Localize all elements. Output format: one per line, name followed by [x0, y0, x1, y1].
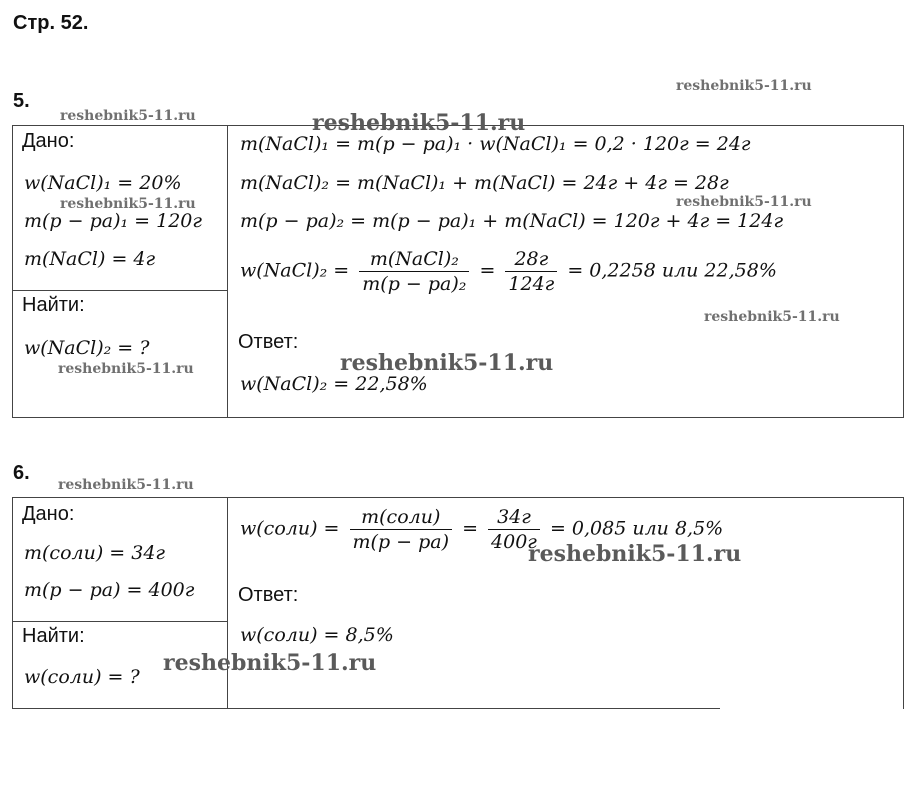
watermark: reshebnik5-11.ru: [163, 650, 377, 676]
task5-fraction-result: = 0,2258 или 22,58%: [567, 259, 777, 282]
task6-column-divider: [227, 497, 228, 709]
task6-answer-label: Ответ:: [238, 584, 299, 606]
task5-fraction-equals: =: [479, 259, 496, 282]
task5-fraction-2-denominator: 124г: [508, 273, 555, 295]
watermark: reshebnik5-11.ru: [676, 194, 812, 210]
task5-find: w(NaCl)₂ = ?: [24, 337, 150, 359]
watermark: reshebnik5-11.ru: [58, 361, 194, 377]
watermark: reshebnik5-11.ru: [312, 110, 526, 136]
task5-fraction-1-numerator: m(NaCl)₂: [359, 248, 469, 272]
watermark: reshebnik5-11.ru: [676, 78, 812, 94]
task5-given-1: w(NaCl)₁ = 20%: [24, 172, 182, 194]
task5-column-divider: [227, 125, 228, 418]
task5-solution-3: m(p − pa)₂ = m(p − pa)₁ + m(NaCl) = 120г + 4г = 124г: [240, 210, 784, 232]
task6-given-2: m(p − pa) = 400г: [24, 579, 195, 601]
task5-find-label: Найти:: [22, 294, 85, 316]
task5-given-label: Дано:: [22, 130, 75, 152]
watermark: reshebnik5-11.ru: [58, 477, 194, 493]
task6-fraction-2-numerator: 34г: [488, 506, 540, 530]
watermark: reshebnik5-11.ru: [340, 350, 554, 376]
task6-fraction-1-numerator: m(соли): [350, 506, 453, 530]
task5-answer: w(NaCl)₂ = 22,58%: [240, 373, 428, 395]
task5-fraction-2: [505, 248, 557, 295]
task5-fraction-equation: [240, 248, 777, 295]
task6-fraction-equals: =: [462, 517, 478, 540]
task6-find-label: Найти:: [22, 625, 85, 647]
task6-fraction-result: = 0,085 или 8,5%: [549, 517, 724, 540]
task6-fraction-2-denominator: 400г: [491, 531, 537, 553]
task6-fraction-1: [350, 506, 453, 553]
task5-given-2: m(p − pa)₁ = 120г: [24, 210, 202, 232]
task6-given-label: Дано:: [22, 503, 75, 525]
task5-number: 5.: [13, 90, 30, 112]
task5-fraction-1-denominator: m(p − pa)₂: [362, 273, 467, 295]
task6-answer: w(соли) = 8,5%: [240, 624, 394, 646]
task5-table-left: [12, 125, 13, 418]
page-title: Стр. 52.: [13, 12, 89, 34]
task5-solution-1: m(NaCl)₁ = m(p − pa)₁ · w(NaCl)₁ = 0,2 · 120г = 24г: [240, 133, 751, 155]
task6-fraction-1-denominator: m(p − pa): [352, 531, 450, 553]
task6-table-bottom: [12, 708, 720, 709]
task6-number: 6.: [13, 462, 30, 484]
task6-find: w(соли) = ?: [24, 666, 140, 688]
task5-fraction-lhs: w(NaCl)₂ =: [240, 259, 350, 282]
task5-table-right: [903, 125, 904, 418]
task5-given-3: m(NaCl) = 4г: [24, 248, 156, 270]
task5-fraction-2-numerator: 28г: [505, 248, 557, 272]
task6-table-right: [903, 497, 904, 709]
task5-answer-label: Ответ:: [238, 331, 299, 353]
task5-table-bottom: [12, 417, 904, 418]
task6-given-divider: [12, 621, 228, 622]
watermark: reshebnik5-11.ru: [528, 541, 742, 567]
watermark: reshebnik5-11.ru: [60, 196, 196, 212]
task6-table-top: [12, 497, 904, 498]
task6-table-left: [12, 497, 13, 709]
task6-fraction-lhs: w(соли) =: [240, 517, 340, 540]
task5-fraction-1: [359, 248, 469, 295]
task5-given-divider: [12, 290, 228, 291]
task6-given-1: m(соли) = 34г: [24, 542, 166, 564]
watermark: reshebnik5-11.ru: [704, 309, 840, 325]
watermark: reshebnik5-11.ru: [60, 108, 196, 124]
task5-solution-2: m(NaCl)₂ = m(NaCl)₁ + m(NaCl) = 24г + 4г = 28г: [240, 172, 729, 194]
